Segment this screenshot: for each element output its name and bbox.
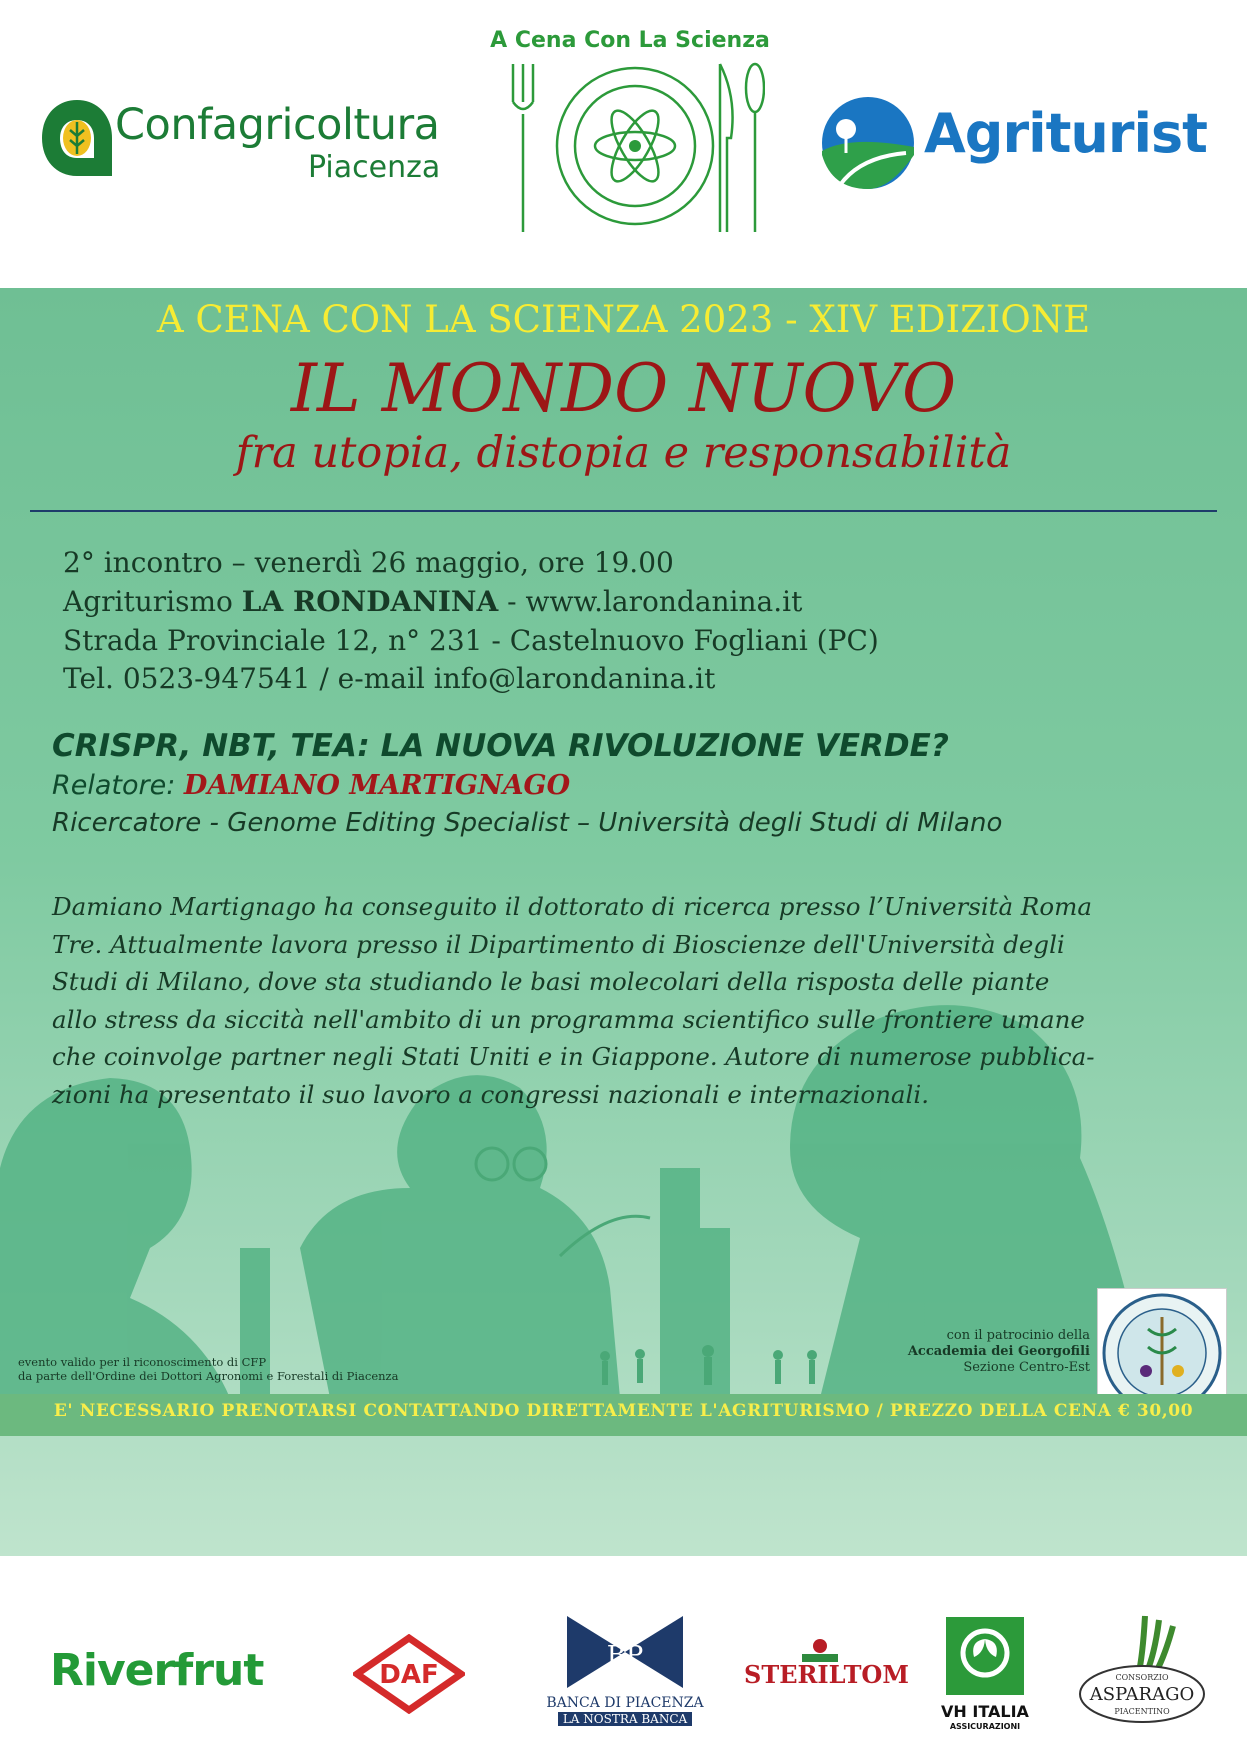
confagricoltura-logo-icon — [40, 98, 114, 180]
daf-logo-icon — [353, 1634, 465, 1714]
steriltom-logo: STERILTOM — [744, 1660, 909, 1689]
bio-line: Tre. Attualmente lavora presso il Dipartimento di Bioscienze dell'Università degli — [52, 929, 1065, 959]
daf-logo-text: DAF — [379, 1660, 439, 1690]
speaker-line — [52, 770, 570, 801]
vh-italia-name: VH ITALIA — [941, 1702, 1029, 1721]
title-divider — [30, 510, 1217, 512]
bio-line: Studi di Milano, dove sta studiando le basi molecolari della risposta delle piante — [52, 967, 1050, 996]
venue-website: - www.larondanina.it — [498, 585, 803, 618]
info-date-line: 2° incontro – venerdì 26 maggio, ore 19.00 — [63, 546, 674, 579]
booking-notice: E' NECESSARIO PRENOTARSI CONTATTANDO DIRETTAMENTE L'AGRITURISMO / PREZZO DELLA CENA € 30,00 — [53, 1401, 1194, 1421]
banca-name: BANCA DI PIACENZA — [546, 1695, 704, 1711]
confagricoltura-city: Piacenza — [308, 150, 441, 185]
asparago-line1: CONSORZIO — [1115, 1673, 1169, 1682]
bio-line: Damiano Martignago ha conseguito il dottorato di ricerca presso l’Università Roma — [52, 892, 1092, 921]
speaker-label: Relatore: — [52, 770, 184, 801]
event-subtitle: fra utopia, distopia e responsabilità — [235, 428, 1012, 478]
asparago-line2: ASPARAGO — [1089, 1684, 1195, 1705]
event-title: IL MONDO NUOVO — [290, 350, 957, 427]
patronage-section: Sezione Centro-Est — [963, 1360, 1090, 1375]
info-contact-line: Tel. 0523-947541 / e-mail info@larondanina.it — [63, 662, 716, 695]
edition-heading: A CENA CON LA SCIENZA 2023 - XIV EDIZIONE — [156, 298, 1091, 341]
svg-text:BP: BP — [606, 1641, 644, 1671]
patronage-academy: Accademia dei Georgofili — [907, 1344, 1090, 1359]
patronage-line: con il patrocinio della — [946, 1328, 1090, 1343]
agriturist-name: Agriturist — [924, 102, 1207, 165]
patronage-note — [850, 1328, 1090, 1376]
bio-line: zioni ha presentato il suo lavoro a congressi nazionali e internazionali. — [52, 1079, 929, 1109]
agriturist-logo-icon — [820, 95, 916, 191]
venue-prefix: Agriturismo — [63, 585, 242, 618]
event-band — [0, 288, 1247, 1556]
bio-line: allo stress da siccità nell'ambito di un programma scientifico sulle frontiere umane — [52, 1004, 1085, 1034]
asparago-consorzio-logo-icon — [1075, 1612, 1210, 1730]
info-venue-line — [63, 585, 802, 618]
info-address-line: Strada Provinciale 12, n° 231 - Castelnuovo Fogliani (PC) — [63, 624, 879, 657]
plate-cutlery-atom-icon — [505, 58, 765, 240]
talk-title: CRISPR, NBT, TEA: LA NUOVA RIVOLUZIONE VERDE? — [52, 728, 949, 764]
confagricoltura-name: Confagricoltura — [115, 100, 440, 150]
bio-line: che coinvolge partner negli Stati Uniti e in Giappone. Autore di numerose pubblica- — [52, 1042, 1095, 1071]
riverfrut-logo: Riverfrut — [50, 1645, 264, 1696]
venue-name: LA RONDANINA — [241, 585, 499, 618]
cfp-note — [18, 1355, 398, 1383]
header — [0, 0, 1247, 288]
cfp-line: da parte dell'Ordine dei Dottori Agronomi e Forestali di Piacenza — [18, 1369, 399, 1383]
speaker-role: Ricercatore - Genome Editing Specialist – Università degli Studi di Milano — [52, 808, 1003, 838]
asparago-line3: PIACENTINO — [1114, 1707, 1170, 1716]
speaker-bio — [52, 888, 1222, 1113]
speaker-name: DAMIANO MARTIGNAGO — [183, 770, 571, 801]
vh-italia-logo-icon — [946, 1617, 1024, 1695]
cfp-line: evento valido per il riconoscimento di CFP — [18, 1355, 267, 1369]
vh-italia-tagline: ASSICURAZIONI — [949, 1722, 1021, 1731]
banca-tagline: LA NOSTRA BANCA — [558, 1712, 692, 1726]
center-logo-title: A Cena Con La Scienza — [490, 28, 770, 53]
